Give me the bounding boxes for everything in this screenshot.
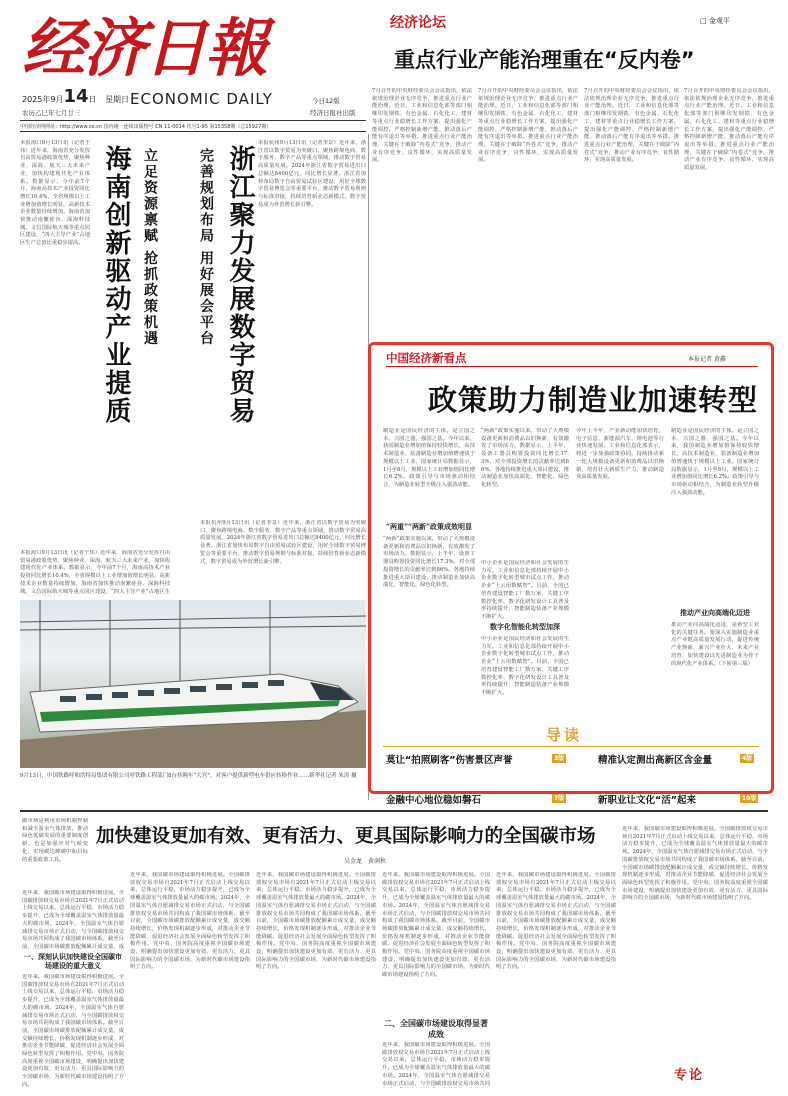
hainan-body-2: 本报海口9月13日讯（记者王伟）近年来，海南省充分发挥自由贸易港政策优势，聚焦种业、深海、航天三大未来产业，加快构建现代化产业体系。数据显示，今年前7个月，海南高技术产业投资同比增长10.4%，全省规模以上工业增加值增长明显，高新技术企业数量持续增加。海南省加快推动南繁硅谷、深海科技城、文昌国际航天城等重点园区建设，“四大主导产业”占地区生 xyxy=(20,550,170,595)
guide-label: 导读 xyxy=(546,726,583,744)
featured-subhead-1: “两重”“两新”政策成效明显 xyxy=(385,522,473,531)
zhejiang-body-2: 本报杭州9月13日讯（记者李景）近年来，浙江省以数字贸易为突破口，聚焦跨境电商、数字服务、数字产品等重点领域，推动数字贸易高质量发展。2024年浙江省数字贸易进出口总额达8400亿元，同比增长显著。浙江省加快布局数字自由贸易试验区建设，用好全球数字贸易博览会等重要平台，推动数字贸易规则与标准对接，持续培育新业态新模式，数字贸易成为外贸增长新引擎。 xyxy=(200,520,366,565)
bottom-col2: 近年来，我国碳市场建设取得积极进展。全国碳排放权交易市场自2021年7月正式启动上线交易以来，总体运行平稳，市场活力稳步提升，已成为全球覆盖温室气体排放量最大的碳市场。2024年，全国温室气体自愿减排交易市场正式启动，与全国碳排放权交易市场共同构成了我国碳市场体系。截至目前，全国碳市场碳排放配额累计成交量、成交额持续增长，价格发现机制逐步形成，对推动企业节能降碳、促进经济社会发展全面绿色转型发挥了积极作用。党中央、国务院高度重视全国碳市场建设，明确提出加快建设更加有效、更有活力、更具国际影响力的全国碳市场，为新时代碳市场建设指明了方向。 xyxy=(130,872,250,971)
english-title: ECONOMIC DAILY xyxy=(130,90,273,108)
date-day: 14 xyxy=(63,86,89,107)
bottom-title: 加快建设更加有效、更有活力、更具国际影响力的全国碳市场 xyxy=(96,826,596,847)
guide-item-2[interactable]: 精准认定测出高新区含金量 xyxy=(598,755,713,766)
bottom-col6: 近年来，我国碳市场建设取得积极进展。全国碳排放权交易市场自2021年7月正式启动上线交易以来，总体运行平稳，市场活力稳步提升，已成为全球覆盖温室气体排放量最大的碳市场。2024年，全国温室气体自愿减排交易市场正式启动，与全国碳排放权交易市场共同构成了我国碳市场体系。截至目前，全国碳市场碳排放配额累计成交量、成交额持续增长，价格发现机制逐步形成，对推动企业节能降碳、促进经济社会发展全面绿色转型发挥了积极作用。党中央、国务院高度重视全国碳市场建设，明确提出加快建设更加有效、更有活力、更具国际影响力的全国碳市场，为新时代碳市场建设指明了方向。 xyxy=(622,826,768,902)
page-count: 今日12版 xyxy=(312,97,340,105)
photo-caption: 9月13日，中国铁路呼和浩特局集团有限公司呼铁路工程部门8台挂绳车“大宫”，对客户提供新型电车供应转换作业……新华社记者 朱涛 摄 xyxy=(20,773,357,779)
bottom-col1: 近年来，我国碳市场建设取得积极进展。全国碳排放权交易市场自2021年7月正式启动上线交易以来，总体运行平稳，市场活力稳步提升，已成为全球覆盖温室气体排放量最大的碳市场。2024年，全国温室气体自愿减排交易市场正式启动，与全国碳排放权交易市场共同构成了我国碳市场体系。截至目前，全国碳市场碳排放配额累计成交量、成 xyxy=(22,890,124,950)
hainan-title: 海南创新驱动产业提质 xyxy=(101,145,131,425)
featured-col1-text: 制造业是国民经济的主体，是立国之本、兴国之器、强国之基。今年以来，我国制造业增加值保持较快增长，高技术制造业、装备制造业增加值增速快于规模以上工业。国家统计局数据显示，1月至8月，规模以上工业增加值同比增长6.2%。政策引导与市场驱动相结合，为制造业转型升级注入强劲动能。 xyxy=(383,428,475,488)
featured-col4-text-2: 推动产业向高端化迈进，是新型工业化的关键任务。要深入实施制造业重点产业链高质量发展行动，促进传统产业焕新、新兴产业壮大、未来产业培育，加快建设以先进制造业为骨干的现代化产业体系。（下转第三版） xyxy=(671,622,759,667)
guide-page-4: 10版 xyxy=(742,795,757,802)
forum-body-4: 7月召开的中央财经委员会会议指出，依法依规治理企业无序竞争，推进重点行业产能治理。近日，工业和信息化部等部门相继印发钢铁、有色金属、石化化工、建材等重点行业稳增长工作方案，提出强化产能调控、严格控制新增产能、推动落后产能有序退出等举措。推进重点行业产能治理，关键在于破除“内卷式”竞争，推动产业有序竞争、良性循环，实现高质量发展。 xyxy=(684,88,774,172)
forum-body-3: 7月召开的中央财经委员会会议指出，依法依规治理企业无序竞争，推进重点行业产能治理。近日，工业和信息化部等部门相继印发钢铁、有色金属、石化化工、建材等重点行业稳增长工作方案，提出强化产能调控、严格控制新增产能、推动落后产能有序退出等举措。推进重点行业产能治理，关键在于破除“内卷式”竞争，推动产业有序竞争、良性循环，实现高质量发展。 xyxy=(584,88,679,164)
zhejiang-body: 本报杭州9月13日讯（记者李景）近年来，浙江省以数字贸易为突破口，聚焦跨境电商、数字服务、数字产品等重点领域，推动数字贸易高质量发展。2024年浙江省数字贸易进出口总额达8400亿元，同比增长显著。浙江省加快布局数字自由贸易试验区建设，用好全球数字贸易博览会等重要平台，推动数字贸易规则与标准对接，持续培育新业态新模式，数字贸易成为外贸增长新引擎。 xyxy=(258,140,366,208)
forum-byline xyxy=(700,16,730,26)
bottom-left-note: 碳市场是利用市场机制控制和减少温室气体排放、推动绿色低碳发展的重要制度创新，也是加强应对气候变化、实现碳达峰碳中和目标的重要政策工具。 xyxy=(22,818,88,863)
publisher: 经济日报社出版 xyxy=(310,109,356,117)
date-prefix: 2025年9月 xyxy=(22,95,64,104)
zhejiang-title: 浙江聚力发展数字贸易 xyxy=(225,145,255,425)
hainan-body: 本报海口9月13日讯（记者王伟）近年来，海南省充分发挥自由贸易港政策优势，聚焦种业、深海、航天三大未来产业，加快构建现代化产业体系。数据显示，今年前7个月，海南高技术产业投资同比增长10.4%，全省规模以上工业增加值增长明显，高新技术企业数量持续增加。海南省加快推动南繁硅谷、深海科技城、文昌国际航天城等重点园区建设，“四大主导产业”占地区生产总值比重稳步提高。 xyxy=(20,140,90,247)
guide-rule xyxy=(383,746,759,747)
bottom-col3: 近年来，我国碳市场建设取得积极进展。全国碳排放权交易市场自2021年7月正式启动上线交易以来，总体运行平稳，市场活力稳步提升，已成为全球覆盖温室气体排放量最大的碳市场。2024年，全国温室气体自愿减排交易市场正式启动，与全国碳排放权交易市场共同构成了我国碳市场体系。截至目前，全国碳市场碳排放配额累计成交量、成交额持续增长，价格发现机制逐步形成，对推动企业节能降碳、促进经济社会发展全面绿色转型发挥了积极作用。党中央、国务院高度重视全国碳市场建设，明确提出加快建设更加有效、更有活力、更具国际影响力的全国碳市场，为新时代碳市场建设指明了方向。 xyxy=(256,872,376,971)
forum-body-1: 7月召开的中央财经委员会会议指出，依法依规治理企业无序竞争，推进重点行业产能治理。近日，工业和信息化部等部门相继印发钢铁、有色金属、石化化工、建材等重点行业稳增长工作方案，提出强化产能调控、严格控制新增产能、推动落后产能有序退出等举措。推进重点行业产能治理，关键在于破除“内卷式”竞争，推动产业有序竞争、良性循环，实现高质量发展。 xyxy=(372,88,472,164)
bottom-col4-b: 近年来，我国碳市场建设取得积极进展。全国碳排放权交易市场自2021年7月正式启动上线交易以来，总体运行平稳，市场活力稳步提升，已成为全球覆盖温室气体排放量最大的碳市场。2024年，全国温室气体自愿减排交易市场正式启动，与全国碳排放权交易市场共同 xyxy=(382,1042,490,1087)
featured-kicker: 中国经济新看点 xyxy=(386,351,467,365)
date-line xyxy=(22,86,129,107)
featured-col4-text: 制造业是国民经济的主体，是立国之本、兴国之器、强国之基。今年以来，我国制造业增加值保持较快增长，高技术制造业、装备制造业增加值增速快于规模以上工业。国家统计局数据显示，1月至8月，规模以上工业增加值同比增长6.2%。政策引导与市场驱动相结合，为制造业转型升级注入强劲动能。 xyxy=(671,428,759,496)
bottom-byline: 吴金龙 黄润秋 xyxy=(344,858,387,865)
featured-col2-text-3: 中小企业是国民经济和社会发展的生力军。工业和信息化部持续开展中小企业数字化转型城市试点工作，推动企业“上云用数赋智”。目前，全国已培育建设智能工厂数万家，关键工序数控化率、数字化研发设计工具普及率持续提升，智能制造装备产业规模不断扩大。 xyxy=(481,636,569,696)
featured-subhead-2: 数字化智能化转型加深 xyxy=(490,622,560,631)
train-photo xyxy=(20,600,366,768)
bottom-column-label: 专论 xyxy=(674,1068,705,1083)
featured-byline: 本报记者 黄鑫 xyxy=(688,356,726,363)
forum-kicker: 经济论坛 xyxy=(390,15,446,31)
forum-byline-text: 金观平 xyxy=(708,17,730,25)
guide-page-2: 4版 xyxy=(742,755,753,762)
bottom-top-rule xyxy=(20,810,768,812)
info-line: 中国经济网网址：http://www.ce.cn 国内统一连续出版物号 CN 11-0014 代号1-95 第15358期（总15927期） xyxy=(20,124,272,130)
bottom-subhead-1: 一、深刻认识加快建设全国碳市场建设的重大意义 xyxy=(24,952,122,970)
bottom-col1-b: 近年来，我国碳市场建设取得积极进展。全国碳排放权交易市场自2021年7月正式启动上线交易以来，总体运行平稳，市场活力稳步提升，已成为全球覆盖温室气体排放量最大的碳市场。2024年，全国温室气体自愿减排交易市场正式启动，与全国碳排放权交易市场共同构成了我国碳市场体系。截至目前，全国碳市场碳排放配额累计成交量、成交额持续增长，价格发现机制逐步形成，对推动企业节能降碳、促进经济社会发展全面绿色转型发挥了积极作用。党中央、国务院高度重视全国碳市场建设，明确提出加快建设更加有效、更有活力、更具国际影响力的全国碳市场，为新时代碳市场建设指明了方向。 xyxy=(22,974,124,1088)
zhejiang-subtitle: 完善规划布局 用好展会平台 xyxy=(198,148,214,347)
train-illustration xyxy=(20,600,366,768)
guide-item-3[interactable]: 金融中心地位稳如磐石 xyxy=(386,795,482,806)
guide-page-1: 3版 xyxy=(554,755,565,762)
featured-col2-text: “两新”政策实施以来，带动了大规模设备更新和消费品以旧换新，有效激发了市场活力。数据显示，上半年，设备工器具购置投资同比增长17.3%，对全部投资增长的贡献率达到86%。各地持续推进重大项目建设，推动制造业加快高端化、智能化、绿色化转型。 xyxy=(481,428,569,488)
featured-title: 政策助力制造业加速转型 xyxy=(428,383,759,417)
masthead-rule-2 xyxy=(20,131,366,132)
guide-item-4[interactable]: 新职业让文化“活”起来 xyxy=(598,795,696,806)
featured-kicker-rule xyxy=(386,366,758,367)
square-icon: □ xyxy=(700,17,707,25)
hainan-subtitle: 立足资源禀赋 抢抓政策机遇 xyxy=(142,148,158,347)
bottom-col5: 近年来，我国碳市场建设取得积极进展。全国碳排放权交易市场自2021年7月正式启动上线交易以来，总体运行平稳，市场活力稳步提升，已成为全球覆盖温室气体排放量最大的碳市场。2024年，全国温室气体自愿减排交易市场正式启动，与全国碳排放权交易市场共同构成了我国碳市场体系。截至目前，全国碳市场碳排放配额累计成交量、成交额持续增长，价格发现机制逐步形成，对推动企业节能降碳、促进经济社会发展全面绿色转型发挥了积极作用。党中央、国务院高度重视全国碳市场建设，明确提出加快建设更加有效、更有活力、更具国际影响力的全国碳市场，为新时代碳市场建设指明了方向。 xyxy=(496,872,616,971)
featured-subhead-3: 推动产业向高端化迈进 xyxy=(680,608,750,617)
featured-col1-text-2: “两新”政策实施以来，带动了大规模设备更新和消费品以旧换新，有效激发了市场活力。数据显示，上半年，设备工器具购置投资同比增长17.3%，对全部投资增长的贡献率达到86%。各地持续推进重大项目建设，推动制造业加快高端化、智能化、绿色化转型。 xyxy=(383,536,475,589)
lunar-date: 农历乙巳年七月廿三 xyxy=(22,109,81,117)
featured-col2-text-2: 中小企业是国民经济和社会发展的生力军。工业和信息化部持续开展中小企业数字化转型城市试点工作，推动企业“上云用数赋智”。目前，全国已培育建设智能工厂数万家，关键工序数控化率、数字化研发设计工具普及率持续提升，智能制造装备产业规模不断扩大。 xyxy=(481,560,569,620)
weekday: 星期日 xyxy=(105,95,130,104)
bottom-subhead-2: 二、全国碳市场建设取得显著成效 xyxy=(384,1018,488,1039)
bottom-col4: 近年来，我国碳市场建设取得积极进展。全国碳排放权交易市场自2021年7月正式启动上线交易以来，总体运行平稳，市场活力稳步提升，已成为全球覆盖温室气体排放量最大的碳市场。2024年，全国温室气体自愿减排交易市场正式启动，与全国碳排放权交易市场共同构成了我国碳市场体系。截至目前，全国碳市场碳排放配额累计成交量、成交额持续增长，价格发现机制逐步形成，对推动企业节能降碳、促进经济社会发展全面绿色转型发挥了积极作用。党中央、国务院高度重视全国碳市场建设，明确提出加快建设更加有效、更有活力、更具国际影响力的全国碳市场，为新时代碳市场建设指明了方向。 xyxy=(382,872,490,979)
newspaper-logo: 经济日報 xyxy=(22,11,266,85)
forum-body-2: 7月召开的中央财经委员会会议指出，依法依规治理企业无序竞争，推进重点行业产能治理。近日，工业和信息化部等部门相继印发钢铁、有色金属、石化化工、建材等重点行业稳增长工作方案，提出强化产能调控、严格控制新增产能、推动落后产能有序退出等举措。推进重点行业产能治理，关键在于破除“内卷式”竞争，推动产业有序竞争、良性循环，实现高质量发展。 xyxy=(478,88,578,164)
guide-item-1[interactable]: 莫让“拍照刷客”伤害景区声誉 xyxy=(386,755,513,766)
date-suffix: 日 xyxy=(88,95,97,104)
forum-title: 重点行业产能治理重在“反内卷” xyxy=(394,48,695,72)
guide-page-3: 7版 xyxy=(554,795,565,802)
masthead-rule xyxy=(20,120,366,121)
featured-col3-text: 今年上半年，产业新动能加快培育，电子信息、新能源汽车、锂电池等行业快速发展。工业和信息化部表示，将进一步加强政策协同，持续推动新一轮大规模设备更新和消费品以旧换新，培育壮大新质生产力，推动制造业高质量发展。 xyxy=(576,428,664,481)
